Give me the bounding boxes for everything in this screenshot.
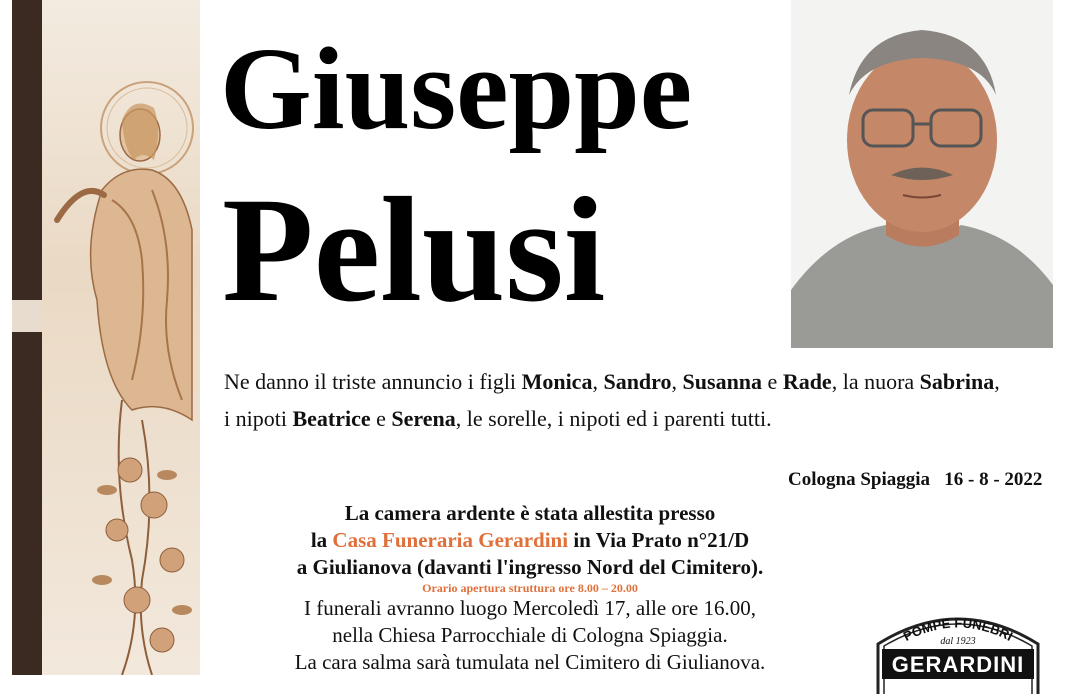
date: 16 - 8 - 2022 bbox=[944, 469, 1043, 490]
family-name: Sandro bbox=[603, 369, 672, 394]
stripe-notch bbox=[12, 300, 42, 332]
announcement-text: , la nuora bbox=[831, 369, 920, 394]
death-announcement bbox=[224, 363, 1064, 437]
family-name: Beatrice bbox=[292, 406, 371, 431]
announcement-text: i nipoti bbox=[224, 406, 293, 431]
logo-name: GERARDINI bbox=[891, 652, 1025, 677]
dark-side-stripe bbox=[12, 0, 42, 675]
logo-arc-text: POMPE FUNEBRI bbox=[900, 615, 1016, 644]
place-and-date bbox=[788, 469, 1042, 491]
chapel-line-3: a Giulianova (davanti l'ingresso Nord del Cimitero). bbox=[296, 555, 764, 579]
funeral-line-3: La cara salma sarà tumulata nel Cimitero di Giulianova. bbox=[294, 650, 766, 674]
family-name: Susanna bbox=[682, 369, 763, 394]
separator: , bbox=[994, 369, 1000, 394]
announcement-text: , le sorelle, i nipoti ed i parenti tutti. bbox=[455, 406, 772, 431]
chapel-prefix: la bbox=[310, 528, 333, 552]
family-name: Monica bbox=[521, 369, 593, 394]
funeral-info bbox=[210, 500, 850, 676]
separator: e bbox=[370, 406, 392, 431]
chapel-line-2 bbox=[210, 527, 850, 554]
chapel-line-1: La camera ardente è stata allestita presso bbox=[344, 501, 716, 525]
announcement-line-1 bbox=[224, 363, 1064, 400]
opening-hours: Orario apertura struttura ore 8.00 – 20.00 bbox=[422, 581, 638, 595]
jesus-and-roses-illustration bbox=[42, 0, 200, 675]
separator: , bbox=[592, 369, 604, 394]
family-name: Serena bbox=[391, 406, 456, 431]
logo-since: dal 1923 bbox=[940, 636, 976, 647]
funeral-home-link[interactable]: Casa Funeraria Gerardini bbox=[332, 528, 569, 552]
funeral-line-1: I funerali avranno luogo Mercoledì 17, alle ore 16.00, bbox=[304, 596, 756, 620]
family-name: Rade bbox=[782, 369, 832, 394]
announcement-line-2 bbox=[224, 400, 1064, 437]
separator: , bbox=[671, 369, 683, 394]
place: Cologna Spiaggia bbox=[788, 469, 931, 490]
religious-illustration bbox=[42, 0, 200, 675]
deceased-first-name: Giuseppe bbox=[220, 23, 693, 154]
announcement-text: Ne danno il triste annuncio i figli bbox=[224, 369, 522, 394]
portrait-photo bbox=[791, 0, 1053, 348]
separator: e bbox=[762, 369, 783, 394]
funeral-home-logo bbox=[868, 604, 1048, 694]
family-name: Sabrina bbox=[919, 369, 995, 394]
deceased-last-name: Pelusi bbox=[222, 167, 606, 333]
chapel-address: in Via Prato n°21/D bbox=[568, 528, 750, 552]
funeral-line-2: nella Chiesa Parrocchiale di Cologna Spiaggia. bbox=[332, 623, 728, 647]
portrait-illustration bbox=[791, 0, 1053, 348]
